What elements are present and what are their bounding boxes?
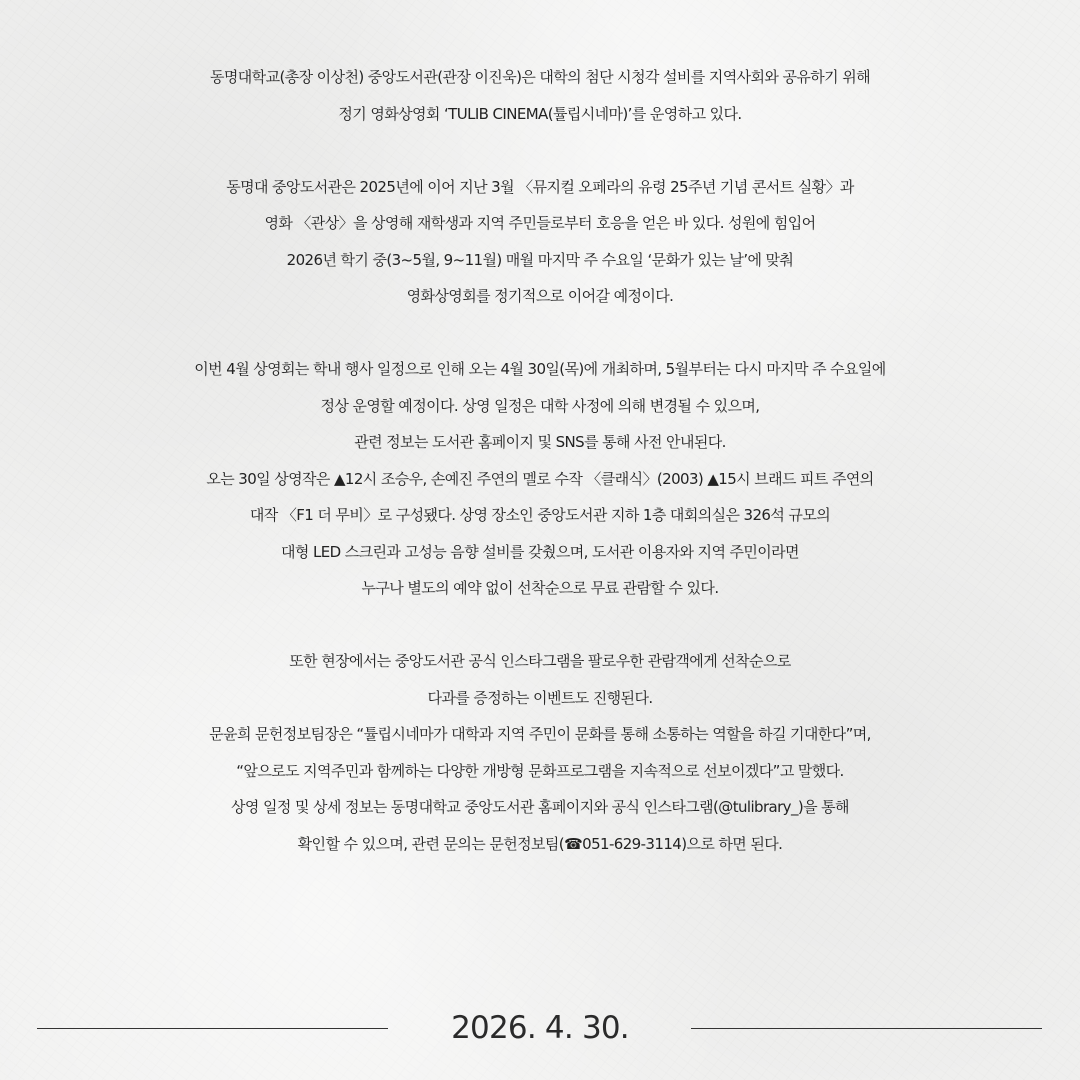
text-line: 오는 30일 상영작은 ▲12시 조승우, 손예진 주연의 멜로 수작 〈클래식〉(2003) ▲15시 브래드 피트 주연의 xyxy=(206,469,874,488)
paragraph-intro xyxy=(0,59,1080,132)
text-line: 2026년 학기 중(3~5월, 9~11월) 매월 마지막 주 수요일 ‘문화가 있는 날’에 맞춰 xyxy=(286,250,794,269)
text-line: 대형 LED 스크린과 고성능 음향 설비를 갖췄으며, 도서관 이용자와 지역 주민이라면 xyxy=(281,542,799,561)
article-body xyxy=(0,59,1080,862)
text-line: 영화상영회를 정기적으로 이어갈 예정이다. xyxy=(406,287,674,305)
divider-right xyxy=(691,1028,1042,1029)
text-line: 문윤희 문헌정보팀장은 “튤립시네마가 대학과 지역 주민이 문화를 통해 소통하는 역할을 하길 기대한다”며, xyxy=(209,725,871,743)
text-line: 정상 운영할 예정이다. 상영 일정은 대학 사정에 의해 변경될 수 있으며, xyxy=(320,396,760,415)
paragraph-gap xyxy=(0,132,1080,169)
text-line: 다과를 증정하는 이벤트도 진행된다. xyxy=(427,688,653,707)
text-line: 확인할 수 있으며, 관련 문의는 문헌정보팀(☎051-629-3114)으로 하면 된다. xyxy=(297,834,783,853)
paragraph-gap xyxy=(0,315,1080,352)
text-line: 또한 현장에서는 중앙도서관 공식 인스타그램을 팔로우한 관람객에게 선착순으로 xyxy=(289,652,791,670)
text-line: 정기 영화상영회 ‘TULIB CINEMA(튤립시네마)’를 운영하고 있다. xyxy=(338,104,742,123)
paragraph-april-screening xyxy=(0,351,1080,607)
text-line: 누구나 별도의 예약 없이 선착순으로 무료 관람할 수 있다. xyxy=(361,579,719,597)
text-line: 영화 〈관상〉을 상영해 재학생과 지역 주민들로부터 호응을 얻은 바 있다. 성원에 힘입어 xyxy=(264,214,816,232)
paragraph-event-and-contact xyxy=(0,643,1080,862)
text-line: 관련 정보는 도서관 홈페이지 및 SNS를 통해 사전 안내된다. xyxy=(354,433,726,451)
footer xyxy=(0,1000,1080,1060)
paragraph-gap xyxy=(0,607,1080,644)
paragraph-history xyxy=(0,169,1080,315)
text-line: 대작 〈F1 더 무비〉로 구성됐다. 상영 장소인 중앙도서관 지하 1층 대회의실은 326석 규모의 xyxy=(249,506,831,524)
text-line: “앞으로도 지역주민과 함께하는 다양한 개방형 문화프로그램을 지속적으로 선보이겠다”고 말했다. xyxy=(236,761,844,780)
text-line: 이번 4월 상영회는 학내 행사 일정으로 인해 오는 4월 30일(목)에 개최하며, 5월부터는 다시 마지막 주 수요일에 xyxy=(194,360,886,378)
text-line: 상영 일정 및 상세 정보는 동명대학교 중앙도서관 홈페이지와 공식 인스타그램(@tulibrary_)을 통해 xyxy=(231,798,849,816)
publication-date: 2026. 4. 30. xyxy=(451,1010,629,1046)
text-line: 동명대 중앙도서관은 2025년에 이어 지난 3월 〈뮤지컬 오페라의 유령 25주년 기념 콘서트 실황〉과 xyxy=(226,177,854,196)
text-line: 동명대학교(총장 이상천) 중앙도서관(관장 이진욱)은 대학의 첨단 시청각 설비를 지역사회와 공유하기 위해 xyxy=(210,68,870,86)
